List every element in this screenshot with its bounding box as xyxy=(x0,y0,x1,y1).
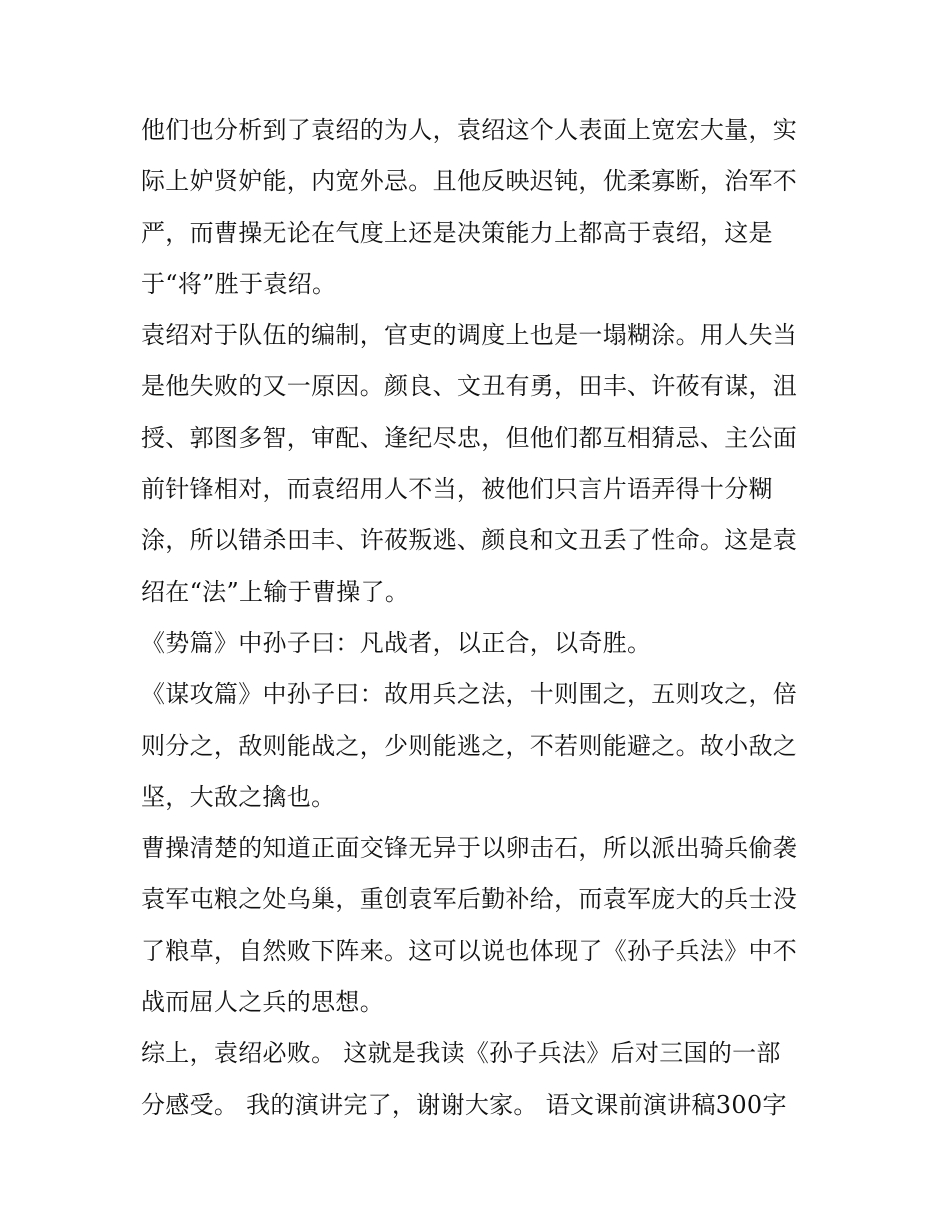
text-line: 坚，大敌之擒也。 xyxy=(141,782,336,811)
text-line: 了粮草，自然败下阵来。这可以说也体现了《孙子兵法》中不 xyxy=(141,936,798,965)
text-line: 际上妒贤妒能，内宽外忌。且他反映迟钝，优柔寡断，治军不 xyxy=(141,167,798,196)
text-line: 前针锋相对，而袁绍用人不当，被他们只言片语弄得十分糊 xyxy=(141,475,773,504)
text-line: 绍在“法”上输于曹操了。 xyxy=(141,577,410,606)
document-body xyxy=(141,105,821,1131)
text-line: 严，而曹操无论在气度上还是决策能力上都高于袁绍，这是 xyxy=(141,218,773,247)
text-line: 则分之，敌则能战之，少则能逃之，不若则能避之。故小敌之 xyxy=(141,731,798,760)
text-line: 他们也分析到了袁绍的为人，袁绍这个人表面上宽宏大量，实 xyxy=(141,116,798,144)
text-line: 曹操清楚的知道正面交锋无异于以卵击石，所以派出骑兵偷袭 xyxy=(141,834,798,863)
text-line: 涂，所以错杀田丰、许莜叛逃、颜良和文丑丢了性命。这是袁 xyxy=(141,526,798,555)
text-line: 袁军屯粮之处乌巢，重创袁军后勤补给，而袁军庞大的兵士没 xyxy=(141,885,798,914)
text-line: 分感受。 我的演讲完了，谢谢大家。 语文课前演讲稿300字 xyxy=(141,1090,787,1119)
text-line: 《谋攻篇》中孙子曰：故用兵之法，十则围之，五则攻之，倍 xyxy=(141,680,798,709)
text-line: 于“将”胜于袁绍。 xyxy=(141,269,337,298)
text-line: 袁绍对于队伍的编制，官吏的调度上也是一塌糊涂。用人失当 xyxy=(141,321,798,350)
text-line: 是他失败的又一原因。颜良、文丑有勇，田丰、许莜有谋，沮 xyxy=(141,372,798,401)
text-line: 战而屈人之兵的思想。 xyxy=(141,988,384,1017)
text-line: 《势篇》中孙子曰：凡战者，以正合，以奇胜。 xyxy=(141,628,652,657)
text-line: 综上，袁绍必败。 这就是我读《孙子兵法》后对三国的一部 xyxy=(141,1039,781,1068)
text-line: 授、郭图多智，审配、逢纪尽忠，但他们都互相猜忌、主公面 xyxy=(141,423,798,452)
